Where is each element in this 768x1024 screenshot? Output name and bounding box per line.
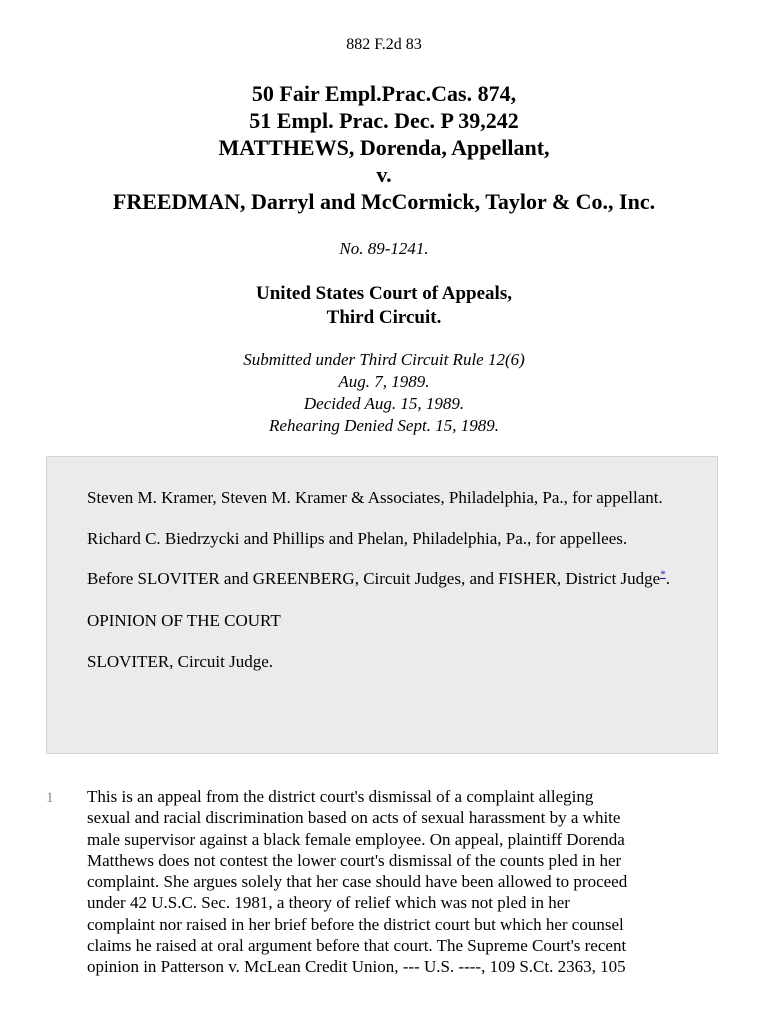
paragraph-line: Matthews does not contest the lower court's dismissal of the counts pled in her xyxy=(87,850,622,870)
case-summary-content xyxy=(87,487,687,692)
date-decided: Decided Aug. 15, 1989. xyxy=(303,394,465,413)
paragraph-line: male supervisor against a black female employee. On appeal, plaintiff Dorenda xyxy=(87,829,625,849)
docket-number: No. 89-1241. xyxy=(339,239,429,258)
date-rehearing: Rehearing Denied Sept. 15, 1989. xyxy=(269,416,499,435)
panel-judges xyxy=(87,568,687,590)
case-summary-box xyxy=(46,456,718,754)
paragraph-number: 1 xyxy=(46,790,54,806)
paragraph-line: under 42 U.S.C. Sec. 1981, a theory of relief which was not pled in her xyxy=(87,893,570,913)
date-submitted: Submitted under Third Circuit Rule 12(6) xyxy=(243,350,525,369)
court-name xyxy=(0,282,768,330)
opinion-heading: OPINION OF THE COURT xyxy=(87,610,281,630)
court-line-2: Third Circuit. xyxy=(326,307,442,328)
panel-judges-end: . xyxy=(665,569,670,588)
case-dates xyxy=(0,349,768,437)
paragraph-line: sexual and racial discrimination based on acts of sexual harassment by a white xyxy=(87,808,621,828)
paragraph-line: opinion in Patterson v. McLean Credit Union, --- U.S. ----, 109 S.Ct. 2363, 105 xyxy=(87,957,626,977)
paragraph-text xyxy=(87,786,727,978)
court-line-1: United States Court of Appeals, xyxy=(256,283,512,304)
paragraph-line: complaint nor raised in her brief before the district court but which her counsel xyxy=(87,914,624,934)
panel-judges-text: Before SLOVITER and GREENBERG, Circuit Judges, and FISHER, District Judge xyxy=(87,569,661,588)
paragraph-line: complaint. She argues solely that her case should have been allowed to proceed xyxy=(87,872,628,892)
date-argued: Aug. 7, 1989. xyxy=(338,372,430,391)
paragraph-line: This is an appeal from the district court's dismissal of a complaint alleging xyxy=(87,787,594,806)
case-citation: 882 F.2d 83 xyxy=(346,36,422,53)
title-line-appellant: MATTHEWS, Dorenda, Appellant, xyxy=(218,135,550,160)
title-line-epd: 51 Empl. Prac. Dec. P 39,242 xyxy=(249,108,519,133)
title-line-fepc: 50 Fair Empl.Prac.Cas. 874, xyxy=(251,81,517,106)
footnote-link[interactable]: * xyxy=(660,568,666,581)
title-line-versus: v. xyxy=(376,162,392,187)
paragraph-line: claims he raised at oral argument before that court. The Supreme Court's recent xyxy=(87,936,627,956)
case-title xyxy=(0,80,768,215)
title-line-appellee: FREEDMAN, Darryl and McCormick, Taylor & Co., Inc. xyxy=(112,189,656,214)
appellant-counsel: Steven M. Kramer, Steven M. Kramer & Associates, Philadelphia, Pa., for appellant. xyxy=(87,488,663,507)
opinion-author: SLOVITER, Circuit Judge. xyxy=(87,652,274,671)
appellee-counsel: Richard C. Biedrzycki and Phillips and Phelan, Philadelphia, Pa., for appellees. xyxy=(87,528,628,548)
